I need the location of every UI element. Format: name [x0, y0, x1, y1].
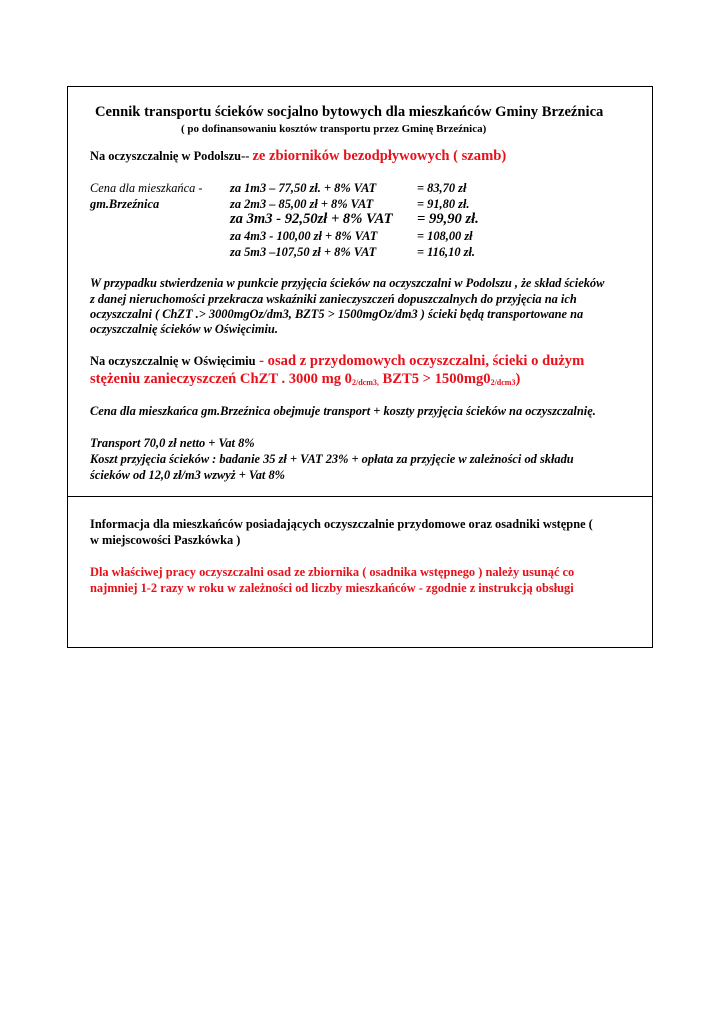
- podolsze-label: Na oczyszczalnię w Podolszu--: [90, 149, 250, 163]
- document-title: Cennik transportu ścieków socjalno bytowych dla mieszkańców Gminy Brzeźnica: [95, 104, 604, 120]
- podolsze-tag: ze zbiorników bezodpływowych ( szamb): [252, 148, 507, 164]
- info-red-line: Dla właściwej pracy oczyszczalni osad ze zbiornika ( osadnika wstępnego ) należy usunąć co: [90, 565, 575, 579]
- oswiecim-limits-bzt: BZT5 > 1500mg0: [378, 371, 491, 387]
- oswiecim-label: Na oczyszczalnię w Oświęcimiu: [90, 354, 256, 368]
- price-total: = 83,70 zł: [417, 181, 467, 195]
- price-desc: za 5m3 –107,50 zł + 8% VAT: [230, 245, 377, 259]
- oswiecim-limits-chzt: stężeniu zanieczyszczeń ChZT . 3000 mg 0: [90, 371, 352, 387]
- oswiecim-close: ): [515, 371, 521, 387]
- price-row-3: [90, 212, 650, 229]
- warning-line: W przypadku stwierdzenia w punkcie przyjęcia ścieków na oczyszczalni w Podolszu , że skład ścieków: [90, 276, 605, 290]
- price-desc: za 4m3 - 100,00 zł + 8% VAT: [230, 229, 378, 243]
- cena-note: Cena dla mieszkańca gm.Brzeźnica obejmuje transport + koszty przyjęcia ścieków na oczyszczalnię.: [90, 404, 596, 418]
- info-line: w miejscowości Paszkówka ): [90, 533, 241, 547]
- oswiecim-unit: 2/dcm3,: [351, 378, 379, 387]
- info-red-line: najmniej 1-2 razy w roku w zależności od liczby mieszkańców - zgodnie z instrukcją obsługi: [90, 581, 574, 595]
- price-total: = 91,80 zł.: [417, 197, 470, 211]
- warning-line: oczyszczalnię ścieków w Oświęcimiu.: [90, 322, 278, 336]
- price-desc: za 1m3 – 77,50 zł. + 8% VAT: [230, 181, 377, 195]
- oswiecim-limits: [90, 372, 520, 387]
- warning-line: oczyszczalni ( ChZT .> 3000mgOz/dm3, BZT5 > 1500mgOz/dm3 ) ścieki będą transportowane na: [90, 307, 584, 321]
- price-label-line2: gm.Brzeźnica: [90, 197, 160, 211]
- price-total: = 116,10 zł.: [417, 245, 476, 259]
- price-row-5: [90, 245, 650, 260]
- price-row-2: [90, 197, 650, 212]
- acceptance-cost-cont: ścieków od 12,0 zł/m3 wzwyż + Vat 8%: [90, 468, 285, 482]
- price-desc: za 3m3 - 92,50zł + 8% VAT: [230, 211, 393, 227]
- price-desc: za 2m3 – 85,00 zł + 8% VAT: [230, 197, 374, 211]
- transport-cost: Transport 70,0 zł netto + Vat 8%: [90, 436, 255, 450]
- oswiecim-unit: 2/dcm3: [490, 378, 516, 387]
- document-subtitle: ( po dofinansowaniu kosztów transportu przez Gminę Brzeźnica): [181, 123, 487, 135]
- price-label-line1: Cena dla mieszkańca -: [90, 181, 203, 195]
- price-total: = 108,00 zł: [417, 229, 473, 243]
- price-row-4: [90, 229, 650, 244]
- price-row-1: [90, 181, 650, 196]
- oswiecim-heading: [90, 354, 584, 369]
- oswiecim-tag: - osad z przydomowych oczyszczalni, ścieki o dużym: [255, 353, 585, 369]
- price-total: = 99,90 zł.: [417, 211, 479, 227]
- warning-line: z danej nieruchomości przekracza wskaźniki zanieczyszczeń dopuszczalnych do przyjęcia na ich: [90, 292, 577, 306]
- info-line: Informacja dla mieszkańców posiadających oczyszczalnie przydomowe oraz osadniki wstępne (: [90, 517, 593, 531]
- acceptance-cost: Koszt przyjęcia ścieków : badanie 35 zł + VAT 23% + opłata za przyjęcie w zależności od składu: [90, 452, 574, 466]
- podolsze-heading: [90, 149, 506, 164]
